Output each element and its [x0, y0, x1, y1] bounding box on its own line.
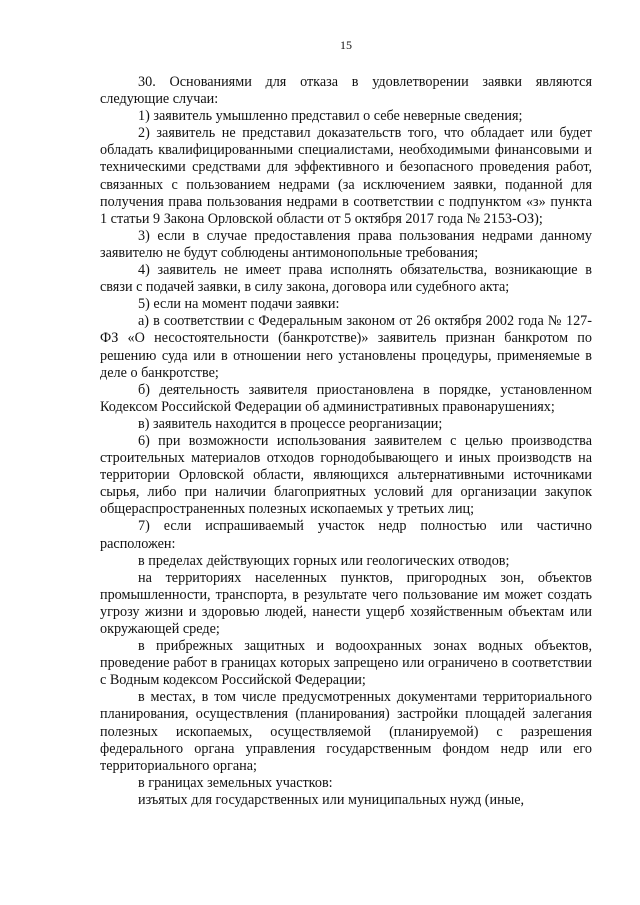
paragraph-item-6: 6) при возможности использования заявителем с целью производства строительных материалов отходов горнодобывающего и иных производств на территории Орловской области, являющихся альтернативными источниками сырья, либо при наличии благоприятных условий для организации закупок общераспространенных полезных ископаемых у третьих лиц;	[100, 432, 592, 518]
paragraph-planning-areas: в местах, в том числе предусмотренных документами территориального планирования, осуществления (планирования) застройки площадей залегания полезных ископаемых, осуществляемой (планируемой) с разрешения федерального органа управления государственным фондом недр или его территориального органа;	[100, 689, 592, 774]
paragraph-item-2: 2) заявитель не представил доказательств того, что обладает или будет обладать квалифицированными специалистами, необходимыми финансовыми и техническими средствами для эффективного и безопасного проведения работ, связанных с пользованием недрами (за исключением заявки, поданной для получения права пользования недрами в соответствии с подпунктом «з» пункта 1 статьи 9 Закона Орловской области от 5 октября 2017 года № 2153-ОЗ);	[100, 125, 592, 227]
paragraph-item-3: 3) если в случае предоставления права пользования недрами данному заявителю не будут соблюдены антимонопольные требования;	[100, 227, 592, 261]
paragraph-item-5: 5) если на момент подачи заявки:	[138, 296, 340, 313]
paragraph-item-1: 1) заявитель умышленно представил о себе неверные сведения;	[138, 108, 523, 125]
paragraph-mining-allotments: в пределах действующих горных или геологических отводов;	[138, 552, 510, 569]
paragraph-item-5b: б) деятельность заявителя приостановлена в порядке, установленном Кодексом Российской Федерации об административных правонарушениях;	[100, 381, 592, 415]
paragraph-30-intro: 30. Основаниями для отказа в удовлетворении заявки являются следующие случаи:	[100, 74, 592, 108]
paragraph-land-plots: в границах земельных участков:	[138, 774, 333, 791]
paragraph-item-5a: а) в соответствии с Федеральным законом от 26 октября 2002 года № 127-ФЗ «О несостоятельности (банкротстве)» заявитель признан банкротом по решению суда или в отношении него установлены процедуры, применяемые в деле о банкротстве;	[100, 313, 592, 381]
paragraph-item-7: 7) если испрашиваемый участок недр полностью или частично расположен:	[100, 518, 592, 552]
paragraph-item-4: 4) заявитель не имеет права исполнять обязательства, возникающие в связи с подачей заявки, в силу закона, договора или судебного акта;	[100, 262, 592, 296]
paragraph-item-5v: в) заявитель находится в процессе реорганизации;	[138, 415, 443, 432]
paragraph-seized-lands: изъятых для государственных или муниципальных нужд (иные,	[138, 791, 525, 808]
page-number: 15	[340, 38, 352, 52]
paragraph-settlements: на территориях населенных пунктов, пригородных зон, объектов промышленности, транспорта, в результате чего пользование им может создать угрозу жизни и здоровью людей, нанести ущерб хозяйственным объектам или окружающей среде;	[100, 569, 592, 637]
paragraph-water-zones: в прибрежных защитных и водоохранных зонах водных объектов, проведение работ в границах которых запрещено или ограничено в соответствии с Водным кодексом Российской Федерации;	[100, 638, 592, 689]
